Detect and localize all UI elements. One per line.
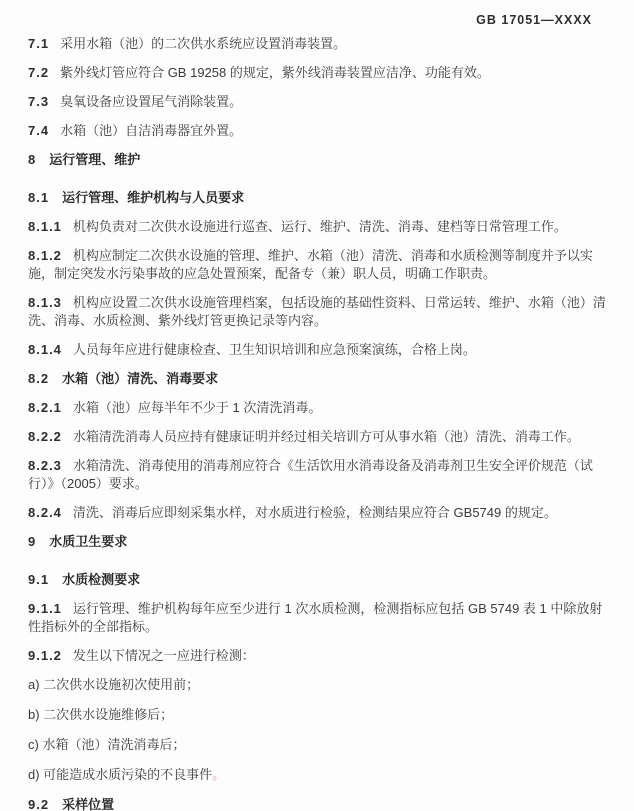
- clause-8-1-2: [28, 247, 608, 283]
- clause-number: 7.4: [28, 123, 50, 138]
- clause-text: 水质检测要求: [62, 572, 141, 587]
- clause-number: 8.1.4: [28, 342, 62, 357]
- clause-text: 臭氧设备应设置尾气消除装置。: [60, 94, 243, 109]
- clause-7-2: [28, 64, 608, 82]
- clause-text: 水箱清洗消毒人员应持有健康证明并经过相关培训方可从事水箱（池）清洗、消毒工作。: [72, 429, 580, 444]
- clause-7-1: [28, 35, 608, 53]
- clause-8-2-3: [28, 457, 608, 493]
- clause-text: 水箱清洗、消毒使用的消毒剂应符合《生活饮用水消毒设备及消毒剂卫生安全评价规范（试行）》（2005）要求。: [28, 458, 593, 491]
- list-item-b: [28, 706, 608, 724]
- clause-text: 采样位置: [62, 797, 115, 811]
- section-heading-8-2: [28, 370, 608, 388]
- section-heading-8: [28, 151, 608, 169]
- clause-text: c) 水箱（池）清洗消毒后；: [28, 737, 186, 752]
- clause-9-1-2: [28, 647, 608, 665]
- clause-8-1-3: [28, 294, 608, 330]
- clause-number: 7.1: [28, 36, 50, 51]
- section-heading-8-1: [28, 189, 608, 207]
- clause-number: 8.2.2: [28, 429, 62, 444]
- clause-number: 7.3: [28, 94, 50, 109]
- clause-number: 8.1.3: [28, 295, 62, 310]
- clause-text: d) 可能造成水质污染的不良事件: [28, 767, 213, 782]
- red-period-mark: 。: [212, 767, 226, 782]
- clause-8-1-1: [28, 218, 608, 236]
- clause-text: 机构应设置二次供水设施管理档案，包括设施的基础性资料、日常运转、维护、水箱（池）清洗、消毒、水质检测、紫外线灯管更换记录等内容。: [28, 295, 606, 328]
- clause-8-2-1: [28, 399, 608, 417]
- clause-number: 9.1: [28, 572, 50, 587]
- clause-number: 9.1.2: [28, 648, 62, 663]
- clause-number: 7.2: [28, 65, 50, 80]
- list-item-c: [28, 736, 608, 754]
- clause-text: 采用水箱（池）的二次供水系统应设置消毒装置。: [60, 36, 347, 51]
- section-heading-9-1: [28, 571, 608, 589]
- clause-number: 8.2.1: [28, 400, 62, 415]
- clause-text: 水箱（池）应每半年不少于 1 次清洗消毒。: [72, 400, 322, 415]
- list-item-d: [28, 766, 608, 784]
- clause-text: 水箱（池）自洁消毒器宜外置。: [60, 123, 243, 138]
- clause-number: 8.1: [28, 190, 50, 205]
- clause-text: 紫外线灯管应符合 GB 19258 的规定，紫外线消毒装置应洁净、功能有效。: [60, 65, 490, 80]
- clause-7-3: [28, 93, 608, 111]
- section-heading-9: [28, 533, 608, 551]
- clause-8-1-4: [28, 341, 608, 359]
- clause-9-1-1: [28, 600, 608, 636]
- clause-text: b) 二次供水设施维修后；: [28, 707, 174, 722]
- clause-text: 水质卫生要求: [49, 534, 128, 549]
- clause-text: 运行管理、维护机构与人员要求: [62, 190, 245, 205]
- clause-text: a) 二次供水设施初次使用前；: [28, 677, 200, 692]
- clause-text: 机构应制定二次供水设施的管理、维护、水箱（池）清洗、消毒和水质检测等制度并予以实施，制定突发水污染事故的应急处置预案，配备专（兼）职人员，明确工作职责。: [28, 248, 593, 281]
- clause-8-2-4: [28, 504, 608, 522]
- standard-number: GB 17051—XXXX: [476, 13, 592, 27]
- document-content: [0, 27, 634, 811]
- clause-text: 运行管理、维护机构每年应至少进行 1 次水质检测，检测指标应包括 GB 5749 表 1 中除放射性指标外的全部指标。: [28, 601, 603, 634]
- clause-text: 机构负责对二次供水设施进行巡查、运行、维护、清洗、消毒、建档等日常管理工作。: [72, 219, 567, 234]
- clause-8-2-2: [28, 428, 608, 446]
- section-heading-9-2: [28, 796, 608, 811]
- clause-number: 8.2.3: [28, 458, 62, 473]
- clause-text: 发生以下情况之一应进行检测：: [72, 648, 255, 663]
- clause-text: 人员每年应进行健康检查、卫生知识培训和应急预案演练，合格上岗。: [72, 342, 476, 357]
- clause-number: 8: [28, 152, 37, 167]
- clause-7-4: [28, 122, 608, 140]
- list-item-a: [28, 676, 608, 694]
- clause-text: 水箱（池）清洗、消毒要求: [62, 371, 219, 386]
- clause-number: 8.1.1: [28, 219, 62, 234]
- clause-text: 运行管理、维护: [49, 152, 141, 167]
- clause-number: 8.1.2: [28, 248, 62, 263]
- clause-number: 9: [28, 534, 37, 549]
- clause-number: 8.2.4: [28, 505, 62, 520]
- page-header: [0, 0, 634, 27]
- clause-text: 清洗、消毒后应即刻采集水样，对水质进行检验，检测结果应符合 GB5749 的规定。: [72, 505, 557, 520]
- clause-number: 9.2: [28, 797, 50, 811]
- clause-number: 9.1.1: [28, 601, 62, 616]
- clause-number: 8.2: [28, 371, 50, 386]
